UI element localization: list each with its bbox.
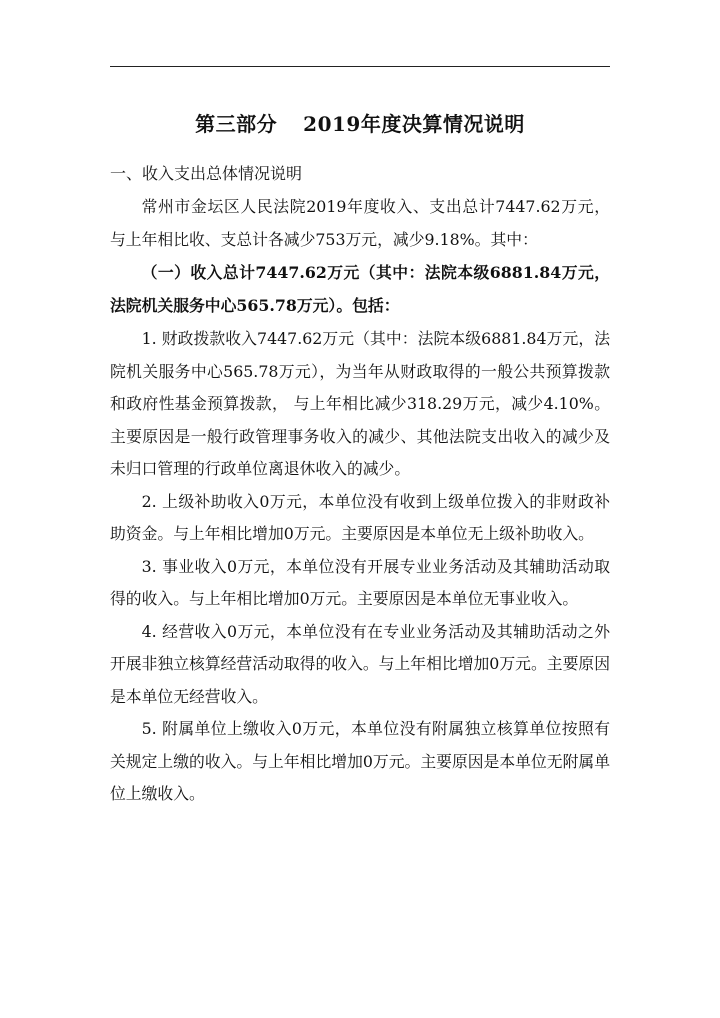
business-income-paragraph: 3. 事业收入0万元，本单位没有开展专业业务活动及其辅助活动取得的收入。与上年相比增加0万元。主要原因是本单位无事业收入。 (110, 556, 610, 608)
fiscal-allocation-paragraph: 1. 财政拨款收入7447.62万元（其中：法院本级6881.84万元，法院机关服务中心565.78万元），为当年从财政取得的一般公共预算拨款和政府性基金预算拨款， 与上年相比减少318.29万元，减少4.10%。主要原因是一般行政管理事务收入的减少、其他法院支出收入的减少及未归口管理的行政单位离退休收入的减少。 (110, 329, 610, 478)
operating-income-paragraph: 4. 经营收入0万元，本单位没有在专业业务活动及其辅助活动之外开展非独立核算经营活动取得的收入。与上年相比增加0万元。主要原因是本单位无经营收入。 (110, 621, 610, 706)
document-body (110, 191, 610, 811)
title-main: 2019年度决算情况说明 (303, 112, 525, 136)
header-rule (110, 66, 610, 67)
page-title (110, 108, 610, 137)
section-heading: 一、收入支出总体情况说明 (110, 164, 303, 183)
affiliated-unit-paragraph: 5. 附属单位上缴收入0万元，本单位没有附属独立核算单位按照有关规定上缴的收入。与上年相比增加0万元。主要原因是本单位无附属单位上缴收入。 (110, 719, 610, 803)
superior-subsidy-paragraph: 2. 上级补助收入0万元，本单位没有收到上级单位拨入的非财政补助资金。与上年相比增加0万元。主要原因是本单位无上级补助收入。 (110, 491, 610, 543)
title-part: 第三部分 (195, 112, 278, 136)
income-total-paragraph: （一）收入总计7447.62万元（其中：法院本级6881.84万元，法院机关服务中心565.78万元）。包括： (110, 263, 610, 315)
summary-paragraph: 常州市金坛区人民法院2019年度收入、支出总计7447.62万元，与上年相比收、支总计各减少753万元，减少9.18%。其中： (110, 197, 610, 249)
